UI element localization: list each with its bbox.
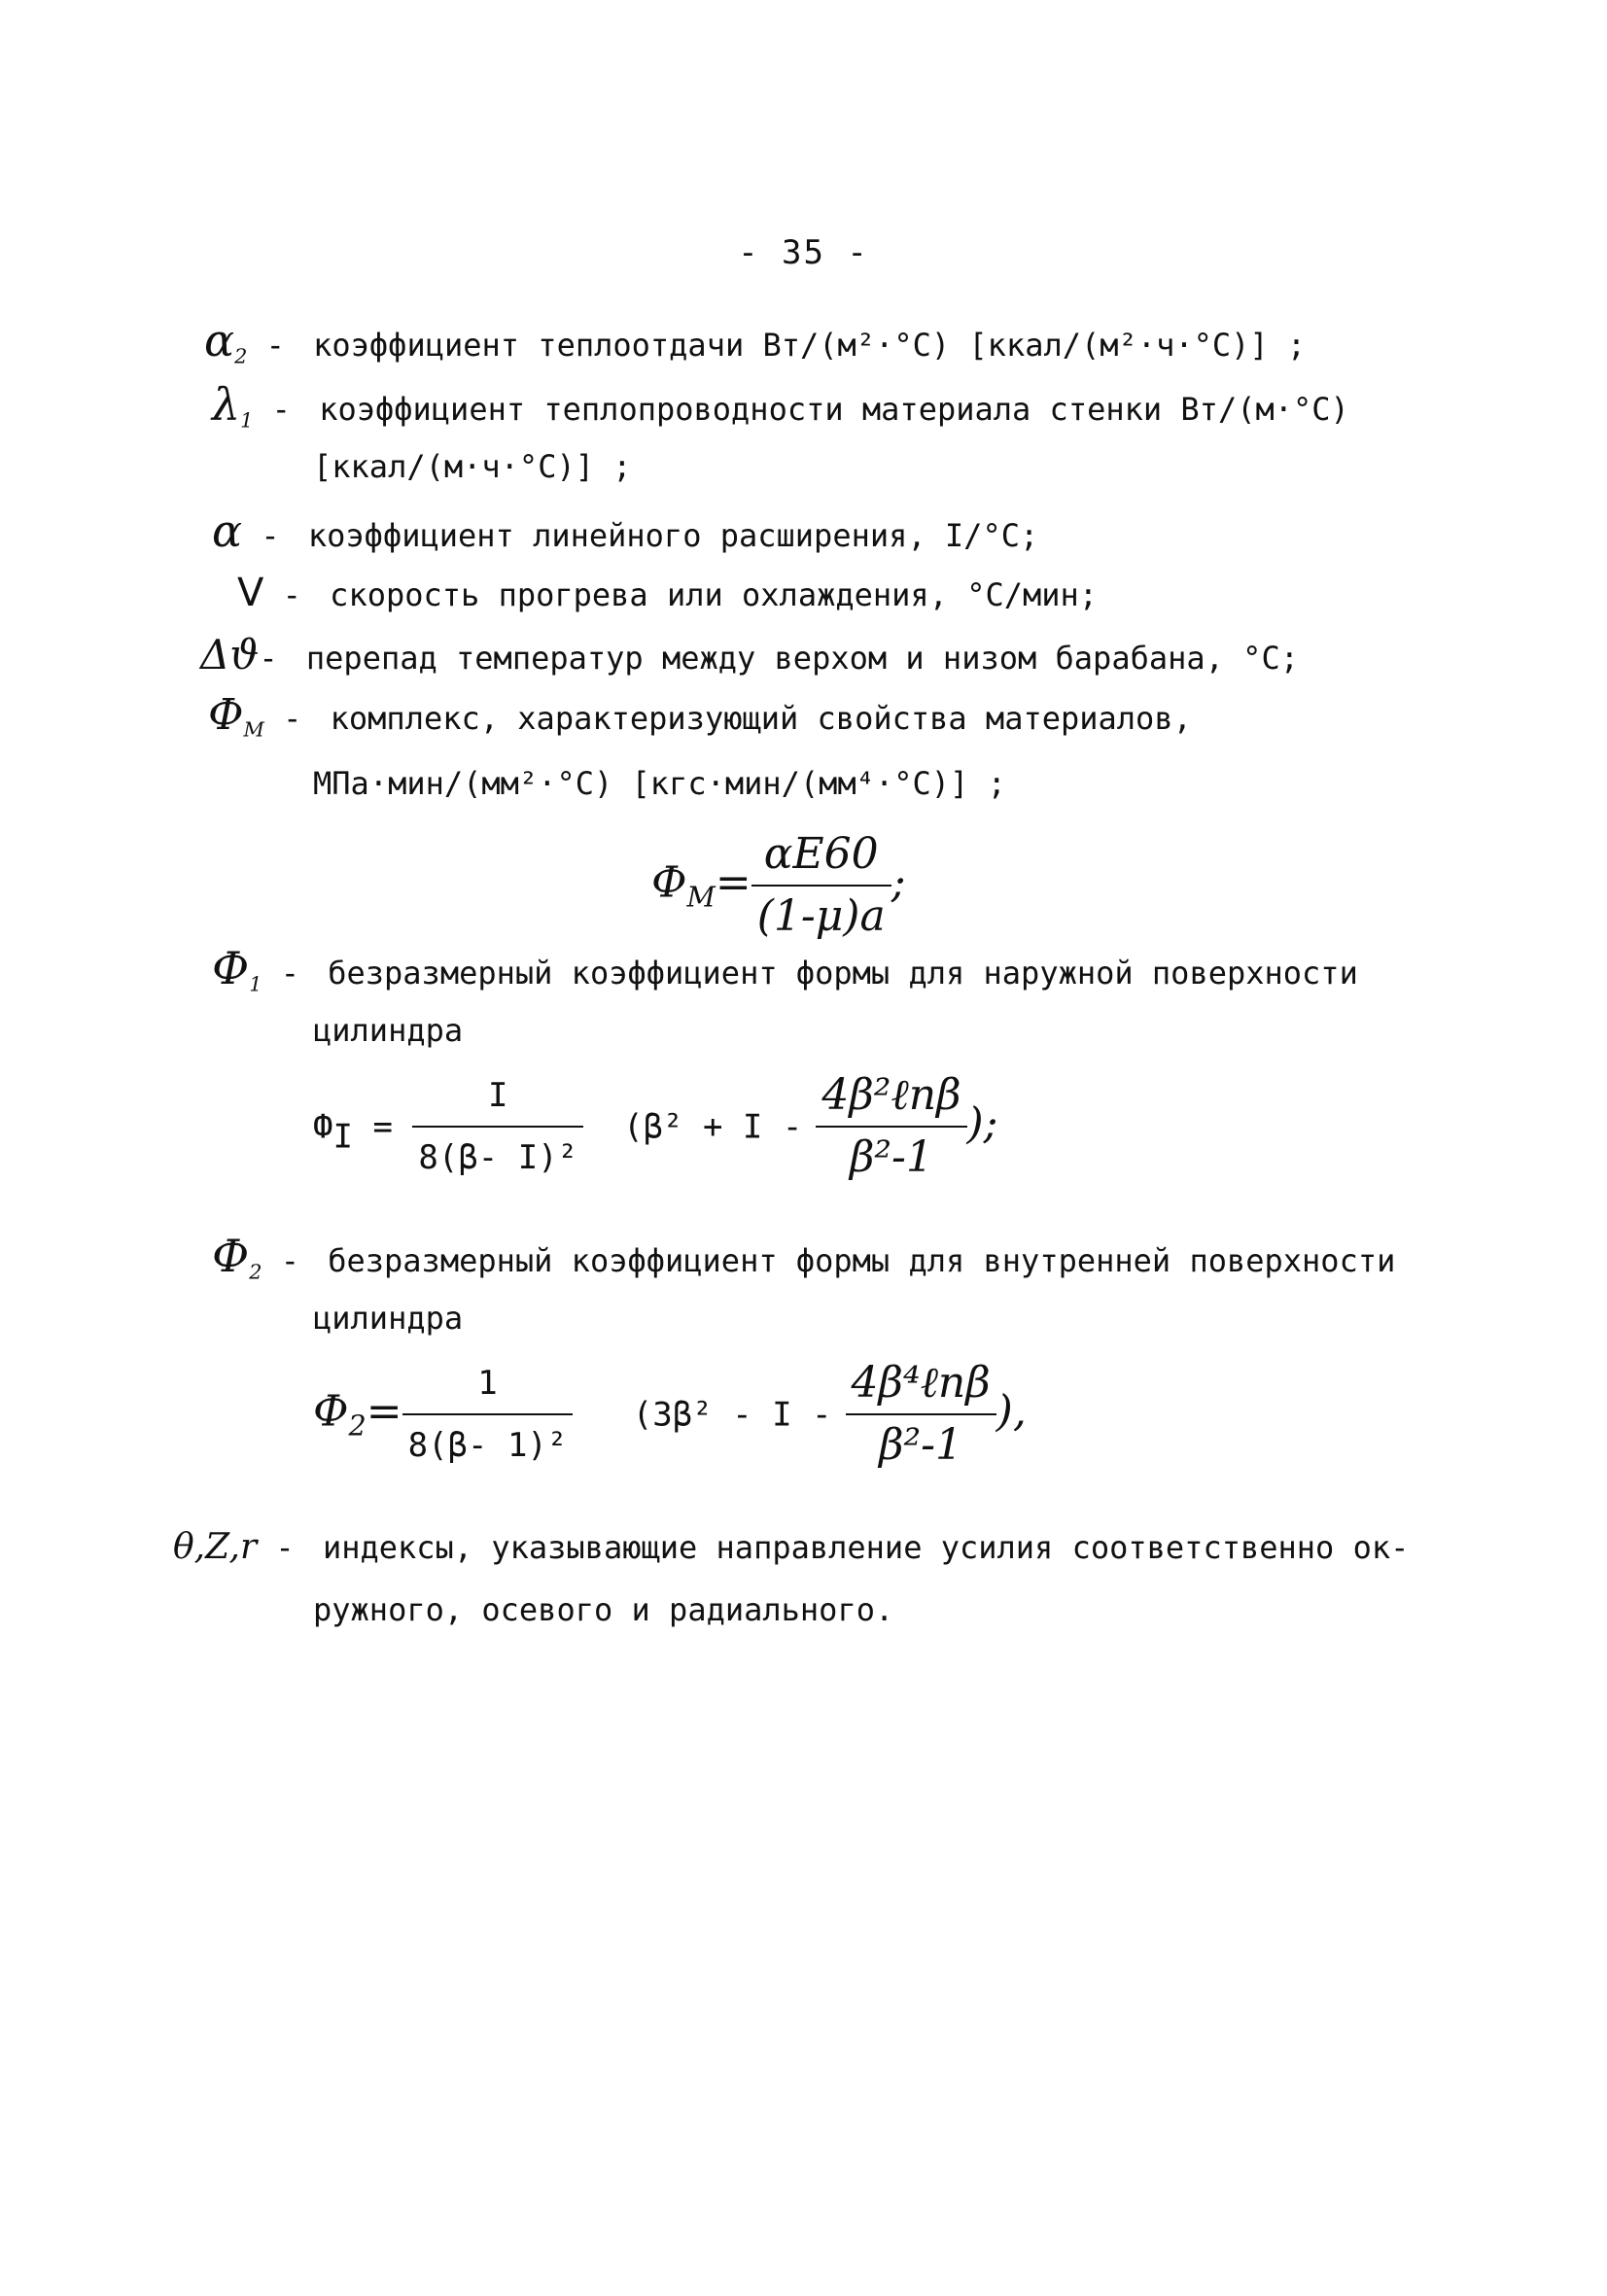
formula-lhs: Ф [313,1107,333,1147]
formula-phi2: $Ф_2=$ $\frac{1}{\text{8(β- 1)²}}$ (3β² - I - $\frac{\text{4β⁴ℓnβ}}{\text{β²-1}}$ ), [313,1358,1027,1470]
formula-lhs-sub: М [686,880,716,914]
term-text: цилиндра [313,1012,464,1049]
formula-tail: ), [996,1386,1027,1437]
term-phi-m-units [313,764,1006,803]
term-text: комплекс, характеризующий свойства материалов, [330,700,1192,737]
formula-lhs: Ф [313,1386,349,1437]
term-symbol: α [204,314,235,366]
formula-tail: ); [966,1098,998,1149]
term-text: безразмерный коэффициент формы для наружной поверхности [328,955,1358,991]
term-symbol: Ф [212,1230,250,1282]
term-symbol-sub: 2 [249,1260,262,1284]
term-text: безразмерный коэффициент формы для внутренней поверхности [328,1242,1396,1279]
term-alpha: α - коэффициент линейного расширения, I/°С; [212,504,1039,557]
term-text: коэффициент теплоотдачи Вт/(м²·°С) [ккал/(м²·ч·°С)] ; [313,327,1307,364]
term-symbol: V [237,571,264,615]
term-symbol: θ,Z,r [173,1527,258,1567]
term-indices: θ,Z,r - индексы, указывающие направление усилия соответственно ок- [173,1527,1410,1567]
formula-middle: (3β² - I - [632,1395,832,1435]
term-phi1-cont [313,1011,463,1050]
term-text: индексы, указывающие направление усилия соответственно ок- [322,1529,1410,1566]
formula-lhs: Ф [651,857,687,908]
formula-fraction-1 [402,1357,574,1472]
term-text: ружного, осевого и радиального. [313,1591,894,1628]
term-text: перепад температур между верхом и низом барабана, °С; [305,640,1299,677]
term-text: скорость прогрева или охлаждения, °С/мин; [330,576,1099,613]
term-symbol: λ [212,378,241,431]
term-symbol-sub: 1 [240,408,254,433]
formula-numerator: αE60 [751,828,891,887]
formula-phi-m: $Ф_М=$ $\frac{\alpha E60}{(1-\mu)a}$ ; [651,829,906,941]
formula-denominator: 8(β- I)² [418,1138,578,1177]
formula-denominator: 8(β- 1)² [407,1426,568,1465]
term-indices-cont [313,1590,893,1629]
term-text: коэффициент линейного расширения, I/°С; [307,517,1039,554]
term-text: МПа·мин/(мм²·°С) [кгс·мин/(мм⁴·°С)] ; [313,765,1006,802]
term-phi2: $Ф_2$ - безразмерный коэффициент формы для внутренней поверхности [212,1230,1396,1284]
term-phi2-cont [313,1299,463,1338]
formula-fraction-2 [846,1357,996,1472]
term-symbol-sub: 1 [249,972,262,996]
page-number: - 35 - [738,233,869,272]
term-symbol: Ф [208,690,244,740]
term-phi1: $Ф_1$ - безразмерный коэффициент формы для наружной поверхности [212,942,1358,996]
formula-numerator: I [412,1069,583,1128]
formula-fraction [751,828,891,943]
formula-middle: (β² + I - [623,1107,803,1147]
term-delta-theta: Δϑ- перепад температур между верхом и низом барабана, °С; [200,631,1299,678]
term-text: [ккал/(м·ч·°С)] ; [313,448,632,485]
term-symbol: Δϑ [200,631,260,678]
term-text: цилиндра [313,1300,464,1337]
formula-phi1: $Ф_I$ = $\frac{I}{\text{8(β- I)²}}$ (β² + I - $\frac{\text{4β²ℓnβ}}{\text{β²-1}}$ ); [313,1070,998,1182]
term-lambda1-units [313,447,632,486]
formula-tail: ; [891,857,906,908]
formula-numerator: 4β⁴ℓnβ [846,1357,996,1415]
formula-denominator: (1-μ)a [756,891,886,941]
formula-fraction-1 [412,1069,583,1184]
formula-numerator: 4β²ℓnβ [816,1069,966,1128]
term-lambda1: $\lambda_1$ - коэффициент теплопроводности материала стенки Вт/(м·°С) [212,378,1349,433]
formula-numerator: 1 [402,1357,574,1415]
formula-denominator: β²-1 [849,1132,933,1182]
term-symbol-sub: М [243,717,264,742]
formula-lhs-sub: 2 [348,1409,367,1443]
term-v: V - скорость прогрева или охлаждения, °С/мин; [237,571,1099,615]
term-text: коэффициент теплопроводности материала стенки Вт/(м·°С) [319,391,1349,428]
term-symbol: Ф [212,942,250,994]
term-phi-m: $Ф_М$ - комплекс, характеризующий свойства материалов, [208,690,1192,742]
term-symbol-sub: 2 [234,344,248,368]
formula-denominator: β²-1 [879,1420,963,1470]
term-symbol: α [212,504,243,557]
formula-lhs-sub: I [332,1117,353,1157]
formula-fraction-2 [816,1069,966,1184]
term-alpha2: $\alpha_2$ - коэффициент теплоотдачи Вт/(м²·°С) [ккал/(м²·ч·°С)] ; [204,314,1307,368]
